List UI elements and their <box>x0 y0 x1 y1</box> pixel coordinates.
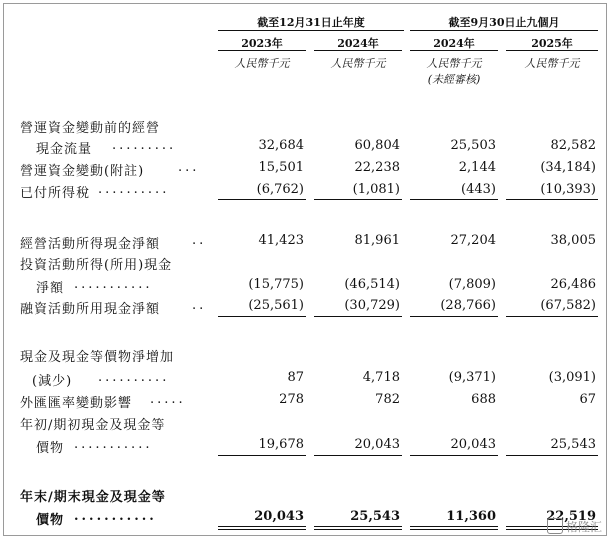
watermark-text: 格隆汇 <box>565 520 602 534</box>
cell-9m-2024: 27,204 <box>450 233 496 248</box>
unit-label: 人民幣千元 <box>524 57 580 70</box>
cell-2024: (46,514) <box>344 277 400 292</box>
leader-dots: .. <box>192 298 207 313</box>
row-label: 淨額 <box>36 281 65 296</box>
row-label: 年末/期末現金及現金等 <box>20 490 166 505</box>
cell-9m-2025: (3,091) <box>548 370 596 385</box>
year-rule <box>314 50 402 51</box>
leader-dots: ........... <box>74 509 157 524</box>
leader-dots: ........... <box>74 437 153 452</box>
total-double-rule <box>314 529 402 530</box>
cell-2024: 60,804 <box>354 138 400 153</box>
leader-dots: ........... <box>74 277 153 292</box>
subtotal-rule <box>410 199 498 200</box>
subtotal-rule <box>506 199 598 200</box>
cell-2024: 782 <box>375 392 400 407</box>
row-label: 營運資金變動前的經營 <box>20 121 161 136</box>
leader-dots: ......... <box>112 138 177 153</box>
leader-dots: ..... <box>150 392 186 407</box>
cell-2023: 278 <box>279 392 304 407</box>
header-group-nine-months: 截至9月30日止九個月 <box>448 16 560 29</box>
row-label: 營運資金變動(附註) <box>20 164 145 179</box>
header-rule <box>218 30 404 31</box>
year-2023: 2023年 <box>241 37 283 50</box>
subtotal-rule <box>218 455 306 456</box>
subtotal-rule <box>410 455 498 456</box>
cell-2023: 32,684 <box>258 138 304 153</box>
cell-2023: 20,043 <box>254 509 304 524</box>
cell-9m-2024: (9,371) <box>448 370 496 385</box>
cell-2024: 81,961 <box>354 233 400 248</box>
cell-2023: (25,561) <box>248 298 304 313</box>
cell-9m-2024: 688 <box>471 392 496 407</box>
total-double-rule <box>410 529 498 530</box>
row-label: 經營活動所得現金淨額 <box>20 237 161 252</box>
header-rule <box>410 30 598 31</box>
cell-2024: (1,081) <box>352 182 400 197</box>
row-label: 融資活動所用現金淨額 <box>20 302 161 317</box>
total-double-rule <box>314 526 402 527</box>
unit-label: 人民幣千元 <box>426 57 482 70</box>
cell-2024: 20,043 <box>354 437 400 452</box>
row-label: 現金流量 <box>36 142 93 157</box>
unaudited-note: (未經審核) <box>427 73 481 86</box>
subtotal-rule <box>218 199 306 200</box>
row-label: 價物 <box>36 441 65 456</box>
row-label: 投資活動所得(所用)現金 <box>20 258 173 273</box>
header-group-annual: 截至12月31日止年度 <box>257 16 365 29</box>
cell-9m-2025: 22,519 <box>546 509 596 524</box>
year-rule <box>506 50 598 51</box>
row-label: 外匯匯率變動影響 <box>20 396 133 411</box>
cell-9m-2025: 26,486 <box>550 277 596 292</box>
cell-2023: 15,501 <box>258 160 304 175</box>
cell-9m-2024: (7,809) <box>448 277 496 292</box>
row-label: 現金及現金等價物淨增加 <box>20 350 175 365</box>
leader-dots: .......... <box>98 182 170 197</box>
cell-2023: 41,423 <box>258 233 304 248</box>
subtotal-rule <box>314 199 402 200</box>
cell-9m-2025: (67,582) <box>540 298 596 313</box>
cell-2024: (30,729) <box>344 298 400 313</box>
cell-2023: 87 <box>287 370 304 385</box>
cell-2024: 4,718 <box>362 370 400 385</box>
cell-9m-2025: 67 <box>579 392 596 407</box>
cell-9m-2024: (28,766) <box>440 298 496 313</box>
cell-2023: 19,678 <box>258 437 304 452</box>
leader-dots: .. <box>192 233 207 248</box>
cell-2023: (15,775) <box>248 277 304 292</box>
total-double-rule <box>218 529 306 530</box>
cell-9m-2025: 82,582 <box>550 138 596 153</box>
row-label: 價物 <box>36 513 65 528</box>
row-label: 已付所得稅 <box>20 186 91 201</box>
subtotal-rule <box>314 316 402 317</box>
cell-9m-2025: 38,005 <box>550 233 596 248</box>
year-2024: 2024年 <box>337 37 379 50</box>
cell-9m-2025: (10,393) <box>540 182 596 197</box>
leader-dots: ... <box>178 160 200 175</box>
total-double-rule <box>410 526 498 527</box>
year-rule <box>218 50 306 51</box>
subtotal-rule <box>410 316 498 317</box>
cell-9m-2024: 25,503 <box>450 138 496 153</box>
watermark-logo-icon <box>547 518 563 534</box>
cell-2024: 22,238 <box>354 160 400 175</box>
year-rule <box>410 50 498 51</box>
cell-9m-2025: (34,184) <box>540 160 596 175</box>
cell-9m-2024: 20,043 <box>450 437 496 452</box>
cell-2024: 25,543 <box>350 509 400 524</box>
year-2024-nine-months: 2024年 <box>433 37 475 50</box>
unit-label: 人民幣千元 <box>234 57 290 70</box>
subtotal-rule <box>218 316 306 317</box>
subtotal-rule <box>506 455 598 456</box>
subtotal-rule <box>506 316 598 317</box>
row-label: 年初/期初現金及現金等 <box>20 418 166 433</box>
cell-9m-2025: 25,543 <box>550 437 596 452</box>
leader-dots: .......... <box>98 370 170 385</box>
subtotal-rule <box>314 455 402 456</box>
row-label: (減少) <box>32 374 73 389</box>
unit-label: 人民幣千元 <box>330 57 386 70</box>
cell-2023: (6,762) <box>256 182 304 197</box>
year-2025-nine-months: 2025年 <box>531 37 573 50</box>
watermark <box>547 518 602 535</box>
cell-9m-2024: (443) <box>461 182 496 197</box>
total-double-rule <box>218 526 306 527</box>
cell-9m-2024: 2,144 <box>458 160 496 175</box>
cell-9m-2024: 11,360 <box>446 509 496 524</box>
